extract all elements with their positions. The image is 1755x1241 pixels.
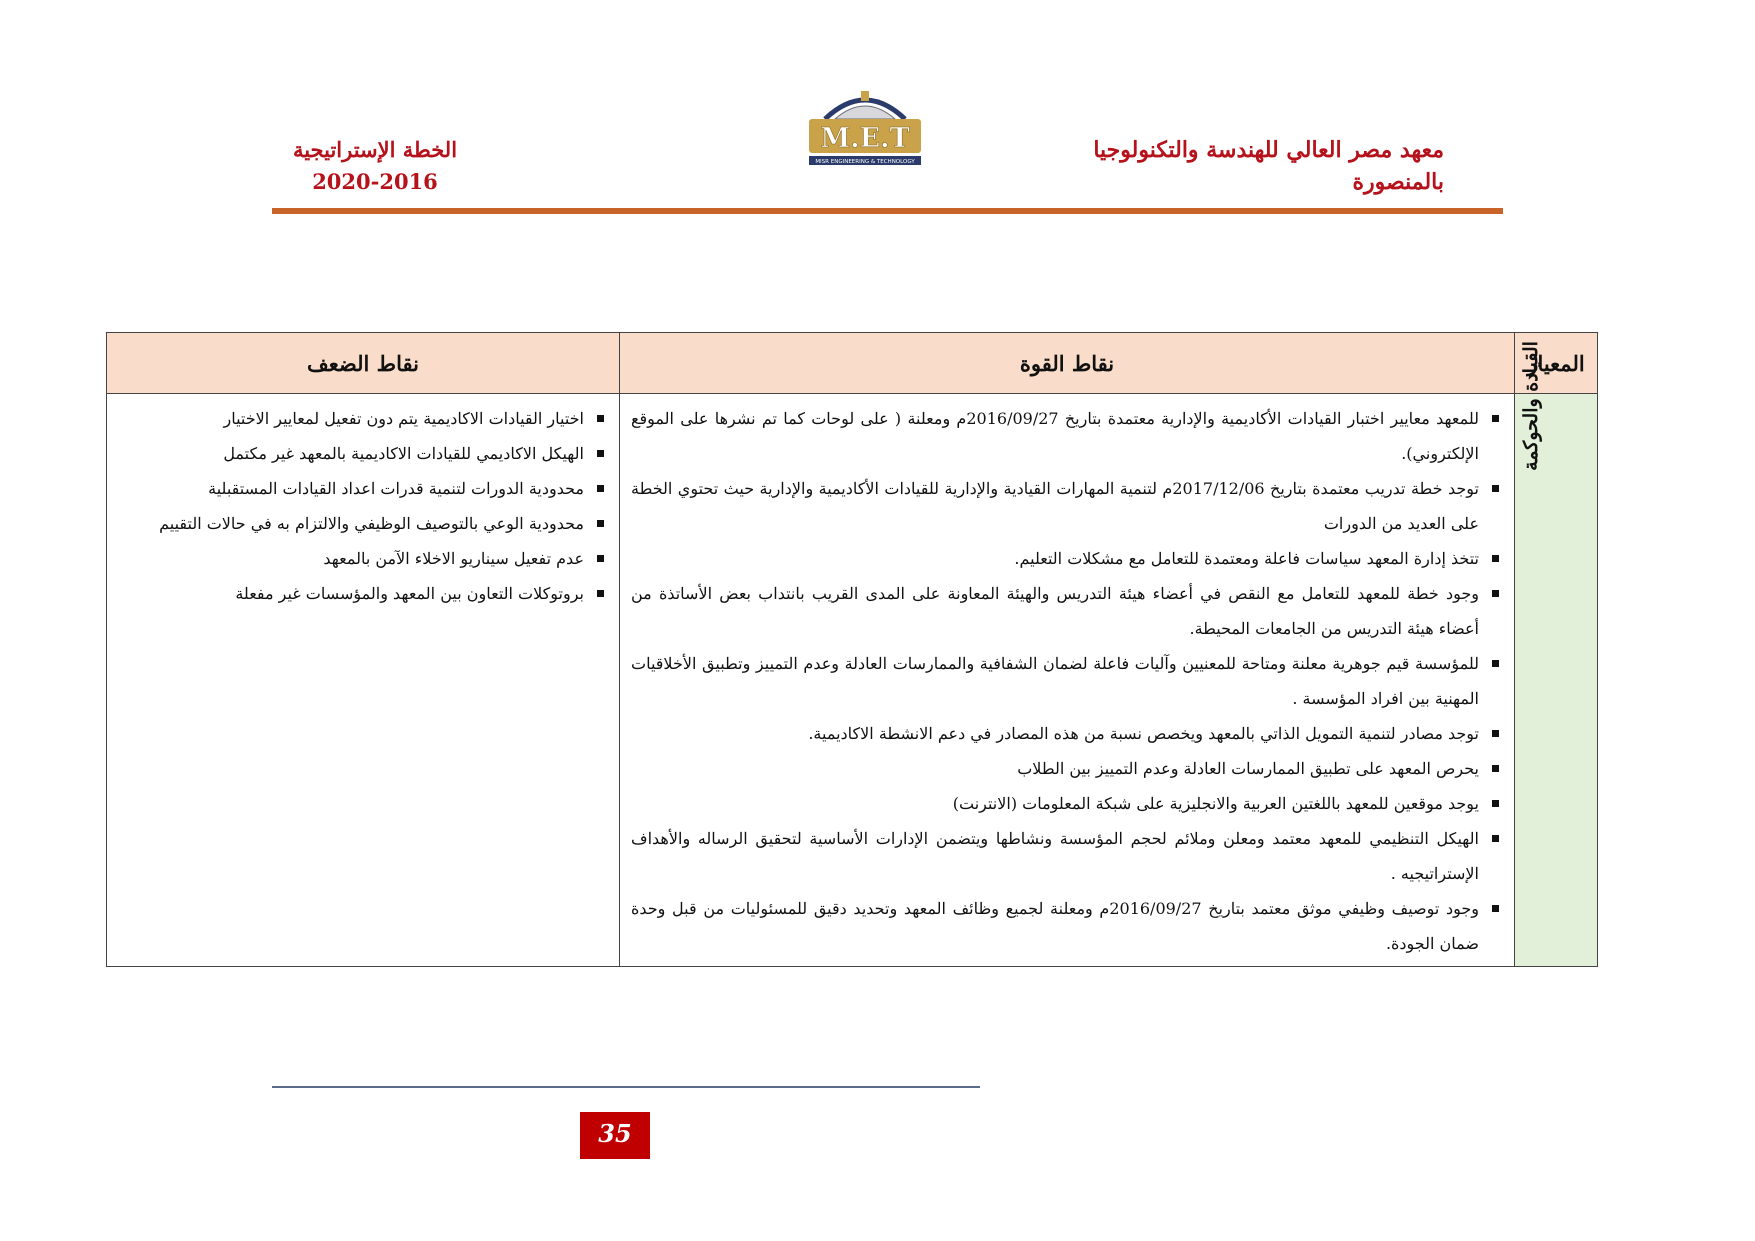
plan-title: الخطة الإستراتيجية xyxy=(292,137,458,162)
plan-title-block xyxy=(260,134,490,198)
strengths-list xyxy=(621,395,1513,965)
strength-item: وجود توصيف وظيفي موثق معتمد بتاريخ 2016/09/27م ومعلنة لجميع وظائف المعهد وتحديد دقيق للمسئوليات من قبل وحدة ضمان الجودة. xyxy=(631,891,1503,961)
strength-item: يوجد موقعين للمعهد باللغتين العربية والانجليزية على شبكة المعلومات (الانترنت) xyxy=(631,786,1503,821)
plan-years: 2020-2016 xyxy=(312,169,438,194)
criterion-label: القيادة والحوكمة xyxy=(1520,341,1543,471)
strength-item: وجود خطة للمعهد للتعامل مع النقص في أعضاء هيئة التدريس والهيئة المعاونة على المدى القريب بانتداب بعض الأساتذة من أعضاء هيئة التدريس من الجامعات المحيطة. xyxy=(631,576,1503,646)
strengths-cell xyxy=(620,394,1515,967)
weakness-item: محدودية الوعي بالتوصيف الوظيفي والالتزام به في حالات التقييم xyxy=(118,506,608,541)
header-strengths: نقاط القوة xyxy=(620,333,1515,394)
swot-table xyxy=(106,332,1598,967)
weakness-item: عدم تفعيل سيناريو الاخلاء الآمن بالمعهد xyxy=(118,541,608,576)
logo-text: M.E.T xyxy=(820,123,910,154)
strength-item: توجد مصادر لتنمية التمويل الذاتي بالمعهد ويخصص نسبة من هذه المصادر في دعم الانشطة الاكاديمية. xyxy=(631,716,1503,751)
strength-item: يحرص المعهد على تطبيق الممارسات العادلة وعدم التمييز بين الطلاب xyxy=(631,751,1503,786)
header-divider xyxy=(272,208,1503,214)
weaknesses-list xyxy=(108,395,618,615)
met-logo xyxy=(805,85,925,175)
footer-divider xyxy=(272,1086,980,1088)
strength-item: للمؤسسة قيم جوهرية معلنة ومتاحة للمعنيين وآليات فاعلة لضمان الشفافية والممارسات العادلة وعدم التمييز وتطبيق الأخلاقيات المهنية بين افراد المؤسسة . xyxy=(631,646,1503,716)
strength-item: الهيكل التنظيمي للمعهد معتمد ومعلن وملائم لحجم المؤسسة ونشاطها ويتضمن الإدارات الأساسية لتحقيق الرساله والأهداف الإستراتيجيه . xyxy=(631,821,1503,891)
weaknesses-cell xyxy=(107,394,620,967)
strength-item: تتخذ إدارة المعهد سياسات فاعلة ومعتمدة للتعامل مع مشكلات التعليم. xyxy=(631,541,1503,576)
page-number: 35 xyxy=(580,1112,650,1159)
table-row xyxy=(107,394,1598,967)
institute-name xyxy=(1064,134,1444,198)
strength-item: توجد خطة تدريب معتمدة بتاريخ 2017/12/06م لتنمية المهارات القيادية والإدارية للقيادات الأكاديمية والإدارية حيث تحتوي الخطة على العديد من الدورات xyxy=(631,471,1503,541)
logo-subtext: MISR ENGINEERING & TECHNOLOGY xyxy=(815,159,915,165)
institute-name-line2: بالمنصورة xyxy=(1352,169,1444,195)
table-header-row xyxy=(107,333,1598,394)
weakness-item: محدودية الدورات لتنمية قدرات اعداد القيادات المستقبلية xyxy=(118,471,608,506)
weakness-item: بروتوكلات التعاون بين المعهد والمؤسسات غير مفعلة xyxy=(118,576,608,611)
weakness-item: الهيكل الاكاديمي للقيادات الاكاديمية بالمعهد غير مكتمل xyxy=(118,436,608,471)
institute-name-line1: معهد مصر العالي للهندسة والتكنولوجيا xyxy=(1093,137,1444,163)
strength-item: للمعهد معايير اختبار القيادات الأكاديمية والإدارية معتمدة بتاريخ 2016/09/27م ومعلنة ( على لوحات كما تم نشرها على الموقع الإلكتروني). xyxy=(631,401,1503,471)
weakness-item: اختيار القيادات الاكاديمية يتم دون تفعيل لمعايير الاختيار xyxy=(118,401,608,436)
header-criterion: المعيار xyxy=(1515,333,1598,394)
header-weaknesses: نقاط الضعف xyxy=(107,333,620,394)
